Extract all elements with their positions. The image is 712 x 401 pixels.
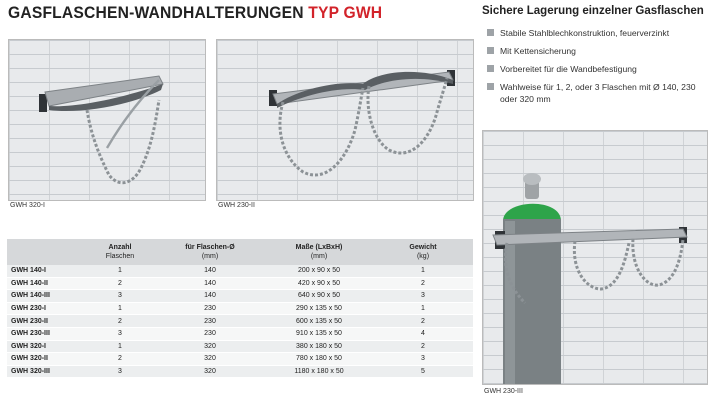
table-row: GWH 320-I 1 320 380 x 180 x 50 2 [7,340,473,353]
photo1-caption: GWH 320-I [10,202,46,209]
feature-item: Mit Kettensicherung [487,45,707,57]
feature-item: Stabile Stahlblechkonstruktion, feuerverzinkt [487,27,707,39]
features-heading: Sichere Lagerung einzelner Gasflaschen [482,5,704,17]
table-row: GWH 230-III 3 230 910 x 135 x 50 4 [7,327,473,340]
table-row: GWH 140-II 2 140 420 x 90 x 50 2 [7,277,473,290]
bullet-square-icon [487,47,494,54]
bullet-square-icon [487,65,494,72]
feature-item: Vorbereitet für die Wandbefestigung [487,63,707,75]
wall-holder-triple-with-cylinder-illustration [483,131,707,384]
photo2-caption: GWH 230-II [218,202,255,209]
table-row: GWH 230-I 1 230 290 x 135 x 50 1 [7,302,473,315]
header-dimensions: Maße (LxBxH) (mm) [265,239,373,265]
header-model [7,239,85,265]
header-diameter: für Flaschen-Ø (mm) [155,239,265,265]
product-photo-gwh-320-i [8,39,206,201]
table-row: GWH 320-II 2 320 780 x 180 x 50 3 [7,353,473,366]
table-row: GWH 320-III 3 320 1180 x 180 x 50 5 [7,365,473,378]
photo3-caption: GWH 230-III [484,388,523,395]
product-photo-gwh-230-ii [216,39,474,201]
features-list [487,27,707,111]
specifications-table [7,239,473,378]
bullet-square-icon [487,29,494,36]
table-row: GWH 230-II 2 230 600 x 135 x 50 2 [7,315,473,328]
feature-item: Wahlweise für 1, 2, oder 3 Flaschen mit Ø 140, 230 oder 320 mm [487,81,707,105]
header-count: Anzahl Flaschen [85,239,155,265]
page-title [8,3,382,23]
bullet-square-icon [487,83,494,90]
title-main: GASFLASCHEN-WANDHALTERUNGEN [8,3,309,22]
wall-holder-single-illustration [9,40,205,200]
wall-holder-double-illustration [217,40,473,200]
title-accent: TYP GWH [308,3,383,22]
table-header-row [7,239,473,265]
header-weight: Gewicht (kg) [373,239,473,265]
table-row: GWH 140-I 1 140 200 x 90 x 50 1 [7,265,473,277]
table-row: GWH 140-III 3 140 640 x 90 x 50 3 [7,290,473,303]
product-photo-gwh-230-iii [482,130,708,385]
